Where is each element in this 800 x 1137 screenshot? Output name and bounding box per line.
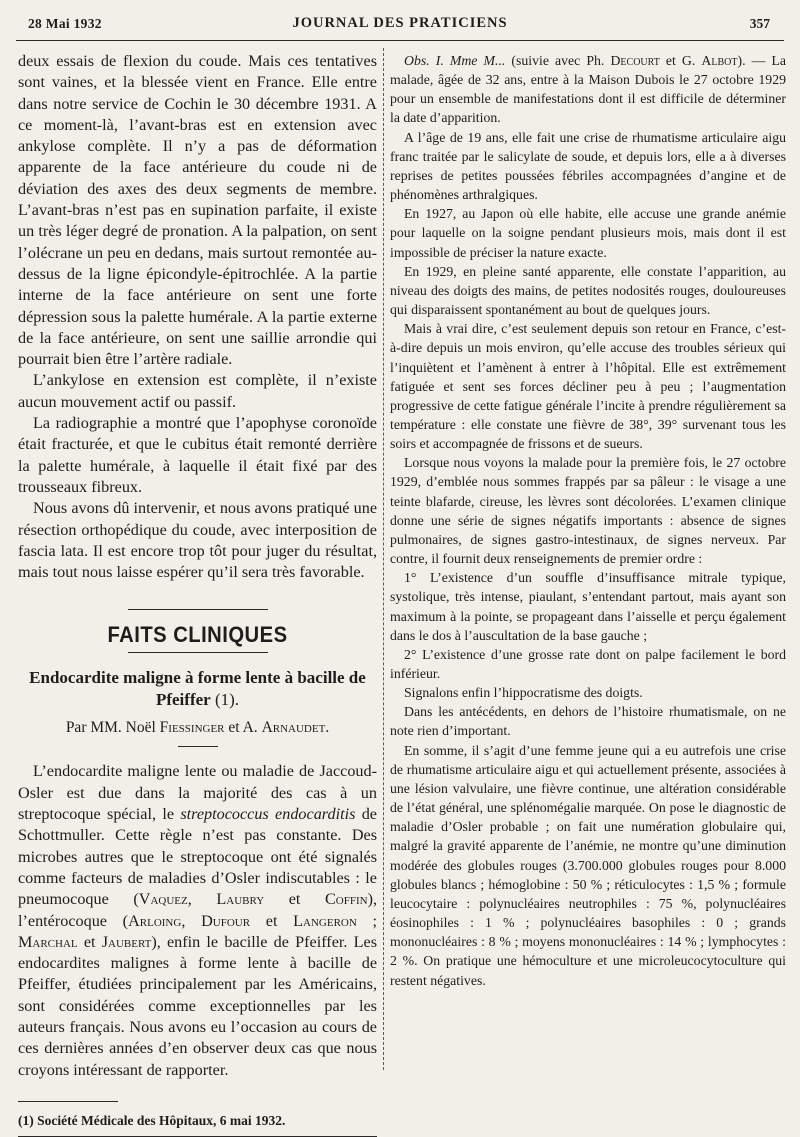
paragraph: 1° L’existence d’un souffle d’insuffisance mitrale typique, systolique, très intense, piaulant, s’entendant partout, mais ayant son maximum à la pointe, se propageant dans l’aisselle et perçu également dans le dos à l’auscultation de la base gauche ; [390, 570, 786, 643]
author-ref: Dufour [201, 911, 251, 930]
observation-paragraph [390, 51, 786, 128]
author-ref: Coffin [324, 890, 368, 909]
paragraph: Lorsque nous voyons la malade pour la première fois, le 27 octobre 1929, d’emblée nous sommes frappés par sa pâleur : le visage a une teinte blafarde, cireuse, les lèvres sont décolorées. L’examen clinique donne une série de signes négatifs importants : absence de signes pulmonaires, de signes gastro-intestinaux, de signes nerveux. Par contre, il fournit deux renseignements de premier ordre : [390, 455, 786, 567]
left-column [18, 51, 377, 1137]
italic-term: streptococcus endocarditis [180, 805, 356, 824]
text-run: ), enfin le bacille de Pfeiffer. Les endocardites malignes à forme lente à bacille de Pfeiffer, étudiées principalement par les Américains, sont considérées comme exceptionnelles par les auteurs français. Nous avons eu l’occasion au cours de ces dernières années d’en observer deux cas que nous croyons intéressant de rapporter. [18, 932, 377, 1079]
author-ref: Laubry [216, 890, 265, 909]
text-run: (suivie avec Ph. [505, 53, 611, 68]
paragraph: Signalons enfin l’hippocratisme des doigts. [404, 685, 643, 701]
paragraph: En 1929, en pleine santé apparente, elle constate l’apparition, au niveau des doigts des mains, de petites nodosités rouges, douloureuses qui disparaissent spontanément au bout de quelques jours. [390, 263, 786, 318]
authors-joiner: et A. [224, 719, 262, 737]
page-header [0, 0, 800, 44]
paragraph: La radiographie a montré que l’apophyse coronoïde était fracturée, et que le cubitus était remonté derrière la palette humérale, à laquelle il était fixé par des trousseaux fibreux. [18, 414, 377, 496]
journal-title: JOURNAL DES PRATICIENS [292, 15, 508, 31]
paragraph: deux essais de flexion du coude. Mais ces tentatives sont vaines, et la blessée vient en France. Elle entre dans notre service de Cochin le 30 décembre 1931. A ce moment-là, l’avant-bras est en extension avec ankylose complète. Il n’y a pas de déformation apparente de la face antérieure du coude ni de déviation des axes des deux segments de membre. L’avant-bras n’est pas en supination parfaite, il existe un très léger degré de pronation. A la palpation, on sent l’olécrane un peu en dedans, mais surtout remontée au-dessus de la ligne épicondyle-épitrochlée. A la partie interne de la face antérieure on sent une forte dépression sous la palette humérale. A la partie externe de la face antérieure, on sent une saillie arrondie qui pourrait bien être l’artère radiale. [18, 52, 377, 369]
authors-end: . [325, 719, 330, 737]
author-ref: Vaquez [138, 890, 188, 909]
right-column [390, 51, 786, 990]
article-authors [18, 719, 377, 737]
article-title [18, 667, 377, 711]
page-number: 357 [749, 16, 770, 31]
issue-date: 28 Mai 1932 [28, 16, 102, 31]
article-title-text: Endocardite maligne à forme lente à bacille de Pfeiffer [29, 668, 366, 710]
author-ref: Arloing [128, 911, 182, 930]
text-run: , [181, 911, 202, 930]
author-ref: Decourt [610, 53, 660, 68]
observation-label: Obs. I. Mme M... [404, 53, 506, 68]
footnote-rule [18, 1101, 118, 1102]
author-ref: Jaubert [101, 932, 152, 951]
paragraph: A l’âge de 19 ans, elle fait une crise de rhumatisme articulaire aigu franc traitée par le salicylate de soude, et depuis lors, elle a à diverses reprises de petites poussées fébriles accompagnées d’angine et de phénomènes arthralgiques. [390, 129, 786, 203]
author-ref: Langeron [293, 911, 357, 930]
paragraph: L’ankylose en extension est complète, il n’existe aucun mouvement actif ou passif. [18, 371, 377, 411]
intro-paragraph [18, 761, 377, 1080]
paragraph: Dans les antécédents, en dehors de l’histoire rhumatismale, on ne note rien d’important. [390, 704, 786, 739]
paragraph: En somme, il s’agit d’une femme jeune qui a eu autrefois une crise de rhumatisme articulaire aigu et qui actuellement présente, associées à une lésion valvulaire, une fièvre continue, une altération considérable de l’état général, une splénomégalie marquée. On pose le diagnostic de maladie d’Osler probable ; on fait une numération globulaire qui, malgré la gravité apparente de l’anémie, ne montre qu’une diminution modérée des globules rouges (3.700.000 globules rouges pour 8.000 globules blancs ; hémoglobine : 50 % ; réticulocytes : 1,5 % ; formule leucocytaire : polynucléaires neutrophiles : 75 %, polynucléaires éosinophiles : 1 % ; polynucléaires basophiles : 0 ; grands mononucléaires : 8 % ; moyens mononucléaires : 14 % ; lymphocytes : 2 %. On pratique une hémoculture et une microleucocytoculture qui restent négatives. [390, 742, 786, 988]
section-title: FAITS CLINIQUES [107, 622, 288, 648]
text-run: L’endocardite maligne lente ou maladie de Jaccoud-Osler est due dans la majorité des cas à un streptocoque spécial, le [18, 762, 377, 824]
author-ref: Albot [701, 53, 738, 68]
footnote: (1) Société Médicale des Hôpitaux, 6 mai 1932. [18, 1112, 286, 1128]
paragraph: Nous avons dû intervenir, et nous avons pratiqué une résection orthopédique du coude, avec interposition de fascia lata. Il est encore trop tôt pour juger du résultat, mais tout nous laisse espérer qu’il sera très favorable. [18, 499, 377, 582]
text-run: et [250, 911, 294, 930]
text-run: et [77, 932, 102, 951]
paragraph: En 1927, au Japon où elle habite, elle accuse une grande anémie pour laquelle on la soigne pendant plusieurs mois, mais dont il est impossible de préciser la nature exacte. [390, 206, 786, 260]
text-run: ; [356, 911, 378, 930]
paragraph: 2° L’existence d’une grosse rate dont on palpe facilement le bord inférieur. [390, 646, 786, 681]
author-ref: Marchal [18, 932, 78, 951]
authors-prefix: Par MM. Noël [65, 719, 160, 737]
author-name: Arnaudet [261, 719, 326, 737]
author-name: Fiessinger [159, 719, 225, 737]
text-run: et G. [659, 53, 702, 68]
text-run: ), l’entérocoque ( [18, 890, 378, 930]
text-run: et [264, 890, 325, 909]
column-divider [383, 48, 384, 1070]
article-footnote-ref: (1). [210, 690, 240, 710]
text-run: de Schottmuller. Cette règle n’est pas constante. Des microbes autres que le streptocoque ont été signalés comme facteurs de maladies d’Osler indiscutables : le pneumocoque ( [18, 805, 377, 909]
section-rule-top [128, 609, 268, 610]
header-rule [16, 40, 784, 41]
section-rule-bottom [128, 652, 268, 653]
text-run: ). — La malade, âgée de 32 ans, entre à la Maison Dubois le 27 octobre 1929 pour un ensemble de manifestations dont il est difficile de déterminer la date d’apparition. [390, 53, 787, 126]
text-run: , [187, 890, 217, 909]
paragraph: Mais à vrai dire, c’est seulement depuis son retour en France, c’est-à-dire depuis un mois environ, qu’elle accuse des troubles sérieux qui l’inquiètent et l’amènent à entrer à l’hôpital. Elle est extrêmement fatiguée et sent ses forces décliner peu à peu ; l’augmentation progressive de cette fatigue générale l’incite à prendre régulièrement sa température : elle constate une fièvre de 38°, 39° survenant tous les soirs et accompagnée de frissons et de sueurs. [390, 321, 786, 452]
author-rule [178, 746, 218, 747]
